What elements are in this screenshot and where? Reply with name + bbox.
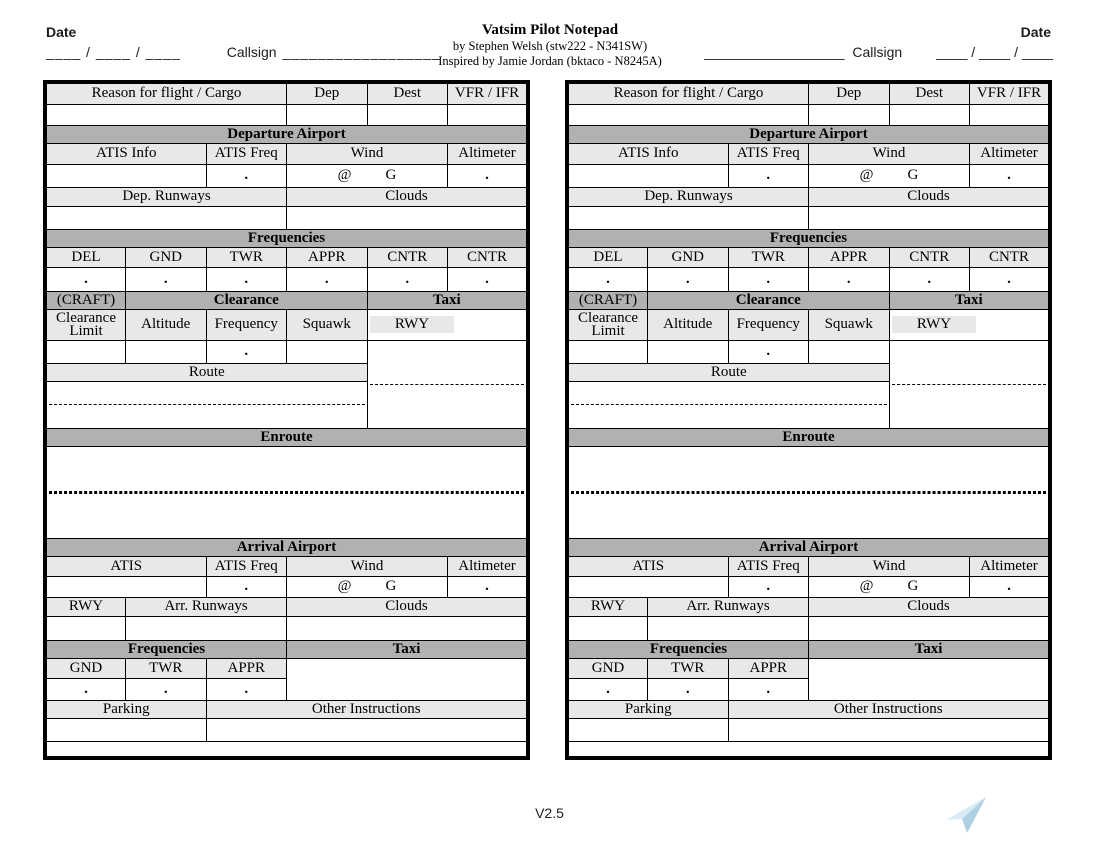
- dep-runways-field[interactable]: [45, 206, 287, 229]
- other-instructions-header: Other Instructions: [728, 700, 1050, 718]
- dep-runways-header: Dep. Runways: [567, 187, 809, 206]
- clearance-limit-header: Clearance Limit: [567, 309, 648, 340]
- header-right-row: [704, 44, 1053, 60]
- dep-clouds-header: Clouds: [809, 187, 1051, 206]
- parking-field[interactable]: [567, 718, 728, 741]
- dep-atis-info-header: ATIS Info: [45, 143, 206, 164]
- dep-altimeter-field[interactable]: .: [970, 164, 1051, 187]
- departure-section-header: Departure Airport: [45, 125, 528, 143]
- inspired-byline: Inspired by Jamie Jordan (bktaco - N8245A): [438, 54, 662, 68]
- squawk-field[interactable]: [287, 340, 368, 363]
- arr-frequencies-section-header: Frequencies: [45, 640, 287, 658]
- arr-rwy-header: RWY: [45, 597, 126, 616]
- arr-twr-field[interactable]: .: [648, 678, 729, 700]
- freq-appr-header: APPR: [287, 247, 368, 267]
- freq-cntr1-field[interactable]: .: [367, 267, 448, 291]
- arr-clouds-header: Clouds: [287, 597, 529, 616]
- squawk-header: Squawk: [809, 309, 890, 340]
- freq-cntr1-header: CNTR: [367, 247, 448, 267]
- route-field[interactable]: [567, 381, 889, 428]
- altitude-header: Altitude: [126, 309, 207, 340]
- altitude-field[interactable]: [648, 340, 729, 363]
- dep-wind-field[interactable]: [809, 164, 970, 187]
- vfr-ifr-field[interactable]: [448, 104, 529, 125]
- arr-rwy-field[interactable]: [567, 616, 648, 640]
- craft-label: (CRAFT): [45, 291, 126, 309]
- arr-clouds-header: Clouds: [809, 597, 1051, 616]
- altitude-field[interactable]: [126, 340, 207, 363]
- arr-altimeter-field[interactable]: .: [448, 576, 529, 597]
- arr-wind-header: Wind: [287, 556, 448, 576]
- arr-clouds-field[interactable]: [287, 616, 529, 640]
- other-instructions-overflow-field[interactable]: [45, 741, 528, 758]
- parking-header: Parking: [45, 700, 206, 718]
- dep-field[interactable]: [287, 104, 368, 125]
- dep-wind-header: Wind: [809, 143, 970, 164]
- freq-appr-header: APPR: [809, 247, 890, 267]
- version-label: V2.5: [535, 805, 564, 821]
- taxi-section-header: Taxi: [889, 291, 1050, 309]
- dep-clouds-header: Clouds: [287, 187, 529, 206]
- arr-taxi-notes-field[interactable]: [287, 658, 529, 700]
- arr-atis-freq-header: ATIS Freq: [728, 556, 809, 576]
- dep-atis-info-header: ATIS Info: [567, 143, 728, 164]
- parking-field[interactable]: [45, 718, 206, 741]
- clearance-section-header: Clearance: [126, 291, 368, 309]
- dep-clouds-field[interactable]: [809, 206, 1051, 229]
- freq-gnd-header: GND: [648, 247, 729, 267]
- enroute-section-header: Enroute: [45, 428, 528, 446]
- freq-cntr1-field[interactable]: .: [889, 267, 970, 291]
- wind-gust-label: G: [385, 578, 397, 594]
- taxi-section-header: Taxi: [367, 291, 528, 309]
- freq-del-field[interactable]: .: [45, 267, 126, 291]
- arr-atis-header: ATIS: [567, 556, 728, 576]
- arr-atis-field[interactable]: [45, 576, 206, 597]
- arr-runways-header: Arr. Runways: [648, 597, 809, 616]
- taxi-notes-field[interactable]: [367, 340, 528, 428]
- arrival-section-header: Arrival Airport: [567, 538, 1050, 556]
- arr-gnd-header: GND: [567, 658, 648, 678]
- clearance-section-header: Clearance: [648, 291, 890, 309]
- enroute-notes-field[interactable]: [567, 446, 1050, 538]
- left-form-panel: [43, 80, 530, 760]
- dep-runways-header: Dep. Runways: [45, 187, 287, 206]
- arr-atis-field[interactable]: [567, 576, 728, 597]
- arr-appr-header: APPR: [728, 658, 809, 678]
- arr-altimeter-field[interactable]: .: [970, 576, 1051, 597]
- freq-appr-field[interactable]: .: [809, 267, 890, 291]
- arr-rwy-header: RWY: [567, 597, 648, 616]
- wind-at-sign: @: [859, 167, 874, 183]
- arr-gnd-field[interactable]: .: [567, 678, 648, 700]
- vfr-ifr-header: VFR / IFR: [970, 82, 1051, 104]
- freq-gnd-field[interactable]: .: [648, 267, 729, 291]
- freq-del-header: DEL: [45, 247, 126, 267]
- taxi-rwy-field[interactable]: [976, 316, 1046, 333]
- dep-altimeter-field[interactable]: .: [448, 164, 529, 187]
- frequency-field[interactable]: .: [206, 340, 287, 363]
- dep-atis-info-field[interactable]: [567, 164, 728, 187]
- dest-header: Dest: [889, 82, 970, 104]
- arr-atis-header: ATIS: [45, 556, 206, 576]
- arr-altimeter-header: Altimeter: [448, 556, 529, 576]
- parking-header: Parking: [567, 700, 728, 718]
- arr-twr-field[interactable]: .: [126, 678, 207, 700]
- arr-runways-header: Arr. Runways: [126, 597, 287, 616]
- vfr-ifr-field[interactable]: [970, 104, 1051, 125]
- freq-twr-field[interactable]: .: [206, 267, 287, 291]
- byline: by Stephen Welsh (stw222 - N341SW): [452, 39, 648, 53]
- frequencies-section-header: Frequencies: [567, 229, 1050, 247]
- dep-atis-freq-header: ATIS Freq: [206, 143, 287, 164]
- arr-wind-header: Wind: [809, 556, 970, 576]
- freq-twr-header: TWR: [206, 247, 287, 267]
- arr-taxi-section-header: Taxi: [287, 640, 529, 658]
- dest-field[interactable]: [367, 104, 448, 125]
- dep-header: Dep: [287, 82, 368, 104]
- frequency-header: Frequency: [728, 309, 809, 340]
- clearance-limit-header: Clearance Limit: [45, 309, 126, 340]
- taxi-rwy-header: RWY: [370, 316, 455, 333]
- dep-atis-freq-field[interactable]: .: [206, 164, 287, 187]
- frequency-field[interactable]: .: [728, 340, 809, 363]
- arr-wind-field[interactable]: [287, 576, 448, 597]
- arr-runways-field[interactable]: [126, 616, 287, 640]
- freq-cntr2-field[interactable]: .: [448, 267, 529, 291]
- callsign-field-right[interactable]: __________________: [704, 44, 845, 60]
- taxi-rwy-field[interactable]: [454, 316, 524, 333]
- arr-altimeter-header: Altimeter: [970, 556, 1051, 576]
- wind-gust-label: G: [385, 167, 397, 183]
- right-form-panel: [565, 80, 1052, 760]
- enroute-section-header: Enroute: [567, 428, 1050, 446]
- freq-cntr2-header: CNTR: [448, 247, 529, 267]
- arr-gnd-header: GND: [45, 658, 126, 678]
- dest-field[interactable]: [889, 104, 970, 125]
- reason-field[interactable]: [567, 104, 809, 125]
- callsign-label-right: Callsign: [852, 44, 903, 60]
- vfr-ifr-header: VFR / IFR: [448, 82, 529, 104]
- arr-atis-freq-field[interactable]: .: [728, 576, 809, 597]
- arr-runways-field[interactable]: [648, 616, 809, 640]
- dep-header: Dep: [809, 82, 890, 104]
- arr-atis-freq-field[interactable]: .: [206, 576, 287, 597]
- callsign-field-left[interactable]: __________________: [282, 44, 441, 60]
- route-field[interactable]: [45, 381, 367, 428]
- taxi-notes-field[interactable]: [889, 340, 1050, 428]
- arr-frequencies-section-header: Frequencies: [567, 640, 809, 658]
- reason-header: Reason for flight / Cargo: [45, 82, 287, 104]
- wind-at-sign: @: [337, 578, 352, 594]
- date-label-left: Date: [46, 24, 77, 40]
- other-instructions-header: Other Instructions: [206, 700, 528, 718]
- wind-at-sign: @: [859, 578, 874, 594]
- arr-twr-header: TWR: [126, 658, 207, 678]
- paper-plane-icon: [946, 795, 990, 837]
- frequencies-section-header: Frequencies: [45, 229, 528, 247]
- arr-gnd-field[interactable]: .: [45, 678, 126, 700]
- freq-gnd-field[interactable]: .: [126, 267, 207, 291]
- clearance-limit-field[interactable]: [567, 340, 648, 363]
- page-title: Vatsim Pilot Notepad: [481, 22, 619, 38]
- pilot-notepad-form: [43, 80, 530, 760]
- reason-field[interactable]: [45, 104, 287, 125]
- arr-clouds-field[interactable]: [809, 616, 1051, 640]
- dep-atis-freq-field[interactable]: .: [728, 164, 809, 187]
- departure-section-header: Departure Airport: [567, 125, 1050, 143]
- dep-runways-field[interactable]: [567, 206, 809, 229]
- title-block: [380, 22, 720, 69]
- dest-header: Dest: [367, 82, 448, 104]
- date-label-right: Date: [1020, 24, 1051, 40]
- arr-taxi-notes-field[interactable]: [809, 658, 1051, 700]
- other-instructions-field[interactable]: [206, 718, 528, 741]
- squawk-field[interactable]: [809, 340, 890, 363]
- enroute-notes-field[interactable]: [45, 446, 528, 538]
- wind-gust-label: G: [907, 167, 919, 183]
- dep-atis-info-field[interactable]: [45, 164, 206, 187]
- freq-cntr2-field[interactable]: .: [970, 267, 1051, 291]
- freq-del-header: DEL: [567, 247, 648, 267]
- arr-taxi-section-header: Taxi: [809, 640, 1051, 658]
- taxi-rwy-row[interactable]: [889, 309, 1050, 340]
- arrival-section-header: Arrival Airport: [45, 538, 528, 556]
- arr-rwy-field[interactable]: [45, 616, 126, 640]
- taxi-rwy-header: RWY: [892, 316, 977, 333]
- arr-wind-field[interactable]: [809, 576, 970, 597]
- dep-atis-freq-header: ATIS Freq: [728, 143, 809, 164]
- callsign-label-left: Callsign: [226, 44, 277, 60]
- arr-appr-header: APPR: [206, 658, 287, 678]
- altitude-header: Altitude: [648, 309, 729, 340]
- freq-twr-field[interactable]: .: [728, 267, 809, 291]
- arr-atis-freq-header: ATIS Freq: [206, 556, 287, 576]
- other-instructions-overflow-field[interactable]: [567, 741, 1050, 758]
- frequency-header: Frequency: [206, 309, 287, 340]
- date-field-right[interactable]: ____ / ____ / ____: [936, 44, 1053, 60]
- route-header: Route: [567, 363, 889, 381]
- route-header: Route: [45, 363, 367, 381]
- dep-wind-header: Wind: [287, 143, 448, 164]
- dep-altimeter-header: Altimeter: [970, 143, 1051, 164]
- taxi-rwy-row[interactable]: [367, 309, 528, 340]
- freq-cntr2-header: CNTR: [970, 247, 1051, 267]
- freq-del-field[interactable]: .: [567, 267, 648, 291]
- dep-clouds-field[interactable]: [287, 206, 529, 229]
- wind-gust-label: G: [907, 578, 919, 594]
- dep-field[interactable]: [809, 104, 890, 125]
- freq-gnd-header: GND: [126, 247, 207, 267]
- pilot-notepad-form: [565, 80, 1052, 760]
- date-field-left[interactable]: ____ / ____ / ____: [46, 44, 181, 60]
- reason-header: Reason for flight / Cargo: [567, 82, 809, 104]
- dep-altimeter-header: Altimeter: [448, 143, 529, 164]
- arr-appr-field[interactable]: .: [206, 678, 287, 700]
- other-instructions-field[interactable]: [728, 718, 1050, 741]
- freq-cntr1-header: CNTR: [889, 247, 970, 267]
- squawk-header: Squawk: [287, 309, 368, 340]
- wind-at-sign: @: [337, 167, 352, 183]
- freq-appr-field[interactable]: .: [287, 267, 368, 291]
- clearance-limit-field[interactable]: [45, 340, 126, 363]
- dep-wind-field[interactable]: [287, 164, 448, 187]
- arr-appr-field[interactable]: .: [728, 678, 809, 700]
- craft-label: (CRAFT): [567, 291, 648, 309]
- freq-twr-header: TWR: [728, 247, 809, 267]
- arr-twr-header: TWR: [648, 658, 729, 678]
